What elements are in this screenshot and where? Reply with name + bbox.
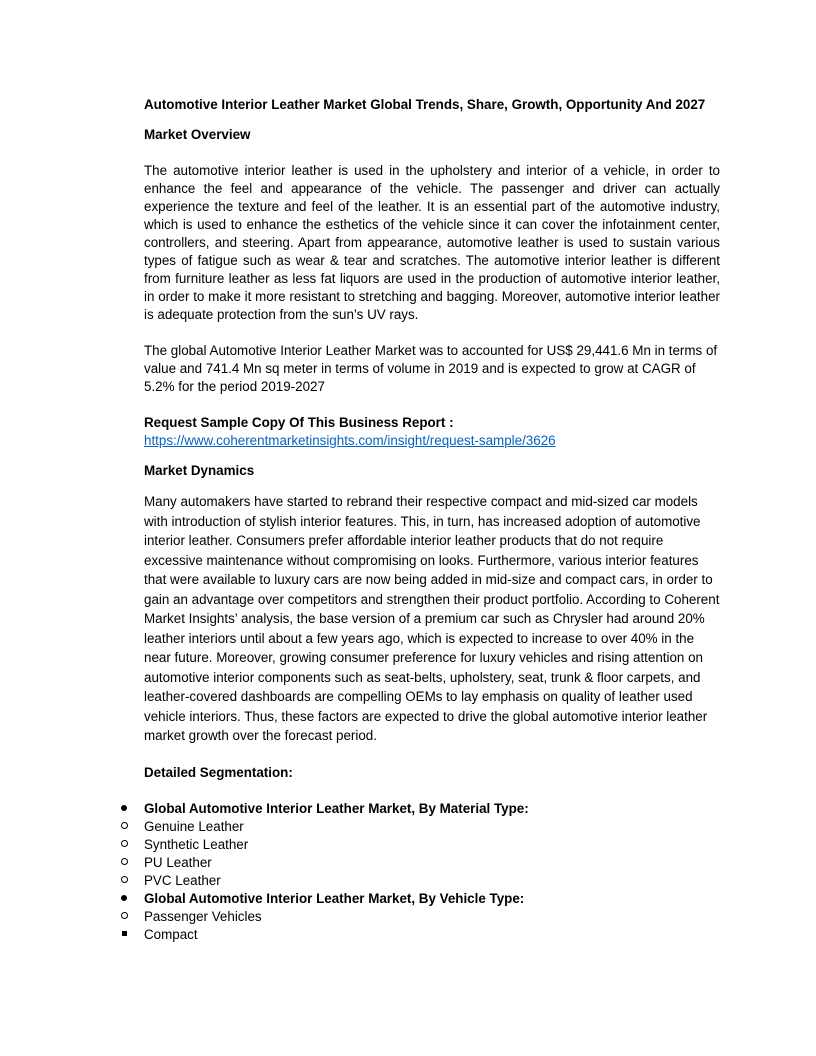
overview-paragraph-2: The global Automotive Interior Leather Market was to accounted for US$ 29,441.6 Mn in terms of value and 741.4 Mn sq meter in terms of volume in 2019 and is expected to grow at CAGR of 5.2% for the period 2019-2027 [144,343,718,394]
list-item [144,872,720,890]
list-item [144,818,720,836]
list-item [144,926,720,944]
segmentation-list [144,800,720,944]
detailed-segmentation-heading: Detailed Segmentation: [144,764,293,780]
list-item-text: Global Automotive Interior Leather Market, By Material Type: [144,800,529,816]
bullet-icon [117,890,131,908]
bullet-icon [117,800,131,818]
circle-bullet-icon [117,818,131,836]
page-title: Automotive Interior Leather Market Global Trends, Share, Growth, Opportunity And 2027 [144,97,706,112]
list-item-text: Global Automotive Interior Leather Market, By Vehicle Type: [144,890,525,906]
circle-bullet-icon [117,908,131,926]
square-bullet-icon [117,926,131,944]
list-item-text: Genuine Leather [144,818,244,834]
overview-paragraph-1: The automotive interior leather is used in the upholstery and interior of a vehicle, in order to enhance the feel and appearance of the vehicle. The passenger and driver can actually experience the texture and feel of the leather. It is an essential part of the automotive industry, which is used to enhance the esthetics of the vehicle since it can cover the infotainment center, controllers, and steering. Apart from appearance, automotive leather is used to sustain various types of fatigue such as wear & tear and scratches. The automotive interior leather is different from furniture leather as less fat liquors are used in the production of automotive interior leather, in order to make it more resistant to stretching and bagging. Moreover, automotive interior leather is adequate protection from the sun’s UV rays. [144,163,720,322]
list-item [144,836,720,854]
list-item-text: PU Leather [144,854,212,870]
request-sample-label: Request Sample Copy Of This Business Report : [144,415,454,430]
list-item-text: Compact [144,926,198,942]
market-dynamics-paragraph: Many automakers have started to rebrand their respective compact and mid-sized car models with introduction of stylish interior features. This, in turn, has increased adoption of automotive interior leather. Consumers prefer affordable interior leather products that do not require excessive maintenance without compromising on looks. Furthermore, various interior features that were available to luxury cars are now being added in mid-size and compact cars, in order to gain an advantage over competitors and strengthen their product portfolio. According to Coherent Market Insights’ analysis, the base version of a premium car such as Chrysler had around 20% leather interiors until about a few years ago, which is expected to increase to over 40% in the near future. Moreover, growing consumer preference for luxury vehicles and rising attention on automotive interior components such as seat-belts, upholstery, seat, trunk & floor carpets, and leather-covered dashboards are compelling OEMs to lay emphasis on quality of leather used vehicle interiors. Thus, these factors are expected to drive the global automotive interior leather market growth over the forecast period. [144,494,720,743]
list-item-text: Passenger Vehicles [144,908,262,924]
circle-bullet-icon [117,872,131,890]
list-item [144,854,720,872]
list-item [144,908,720,926]
circle-bullet-icon [117,854,131,872]
circle-bullet-icon [117,836,131,854]
market-overview-heading: Market Overview [144,127,251,142]
market-dynamics-heading: Market Dynamics [144,463,255,478]
list-item [144,800,720,818]
list-item-text: PVC Leather [144,872,221,888]
list-item [144,890,720,908]
document-page [144,96,720,944]
list-item-text: Synthetic Leather [144,836,249,852]
request-sample-link[interactable]: https://www.coherentmarketinsights.com/insight/request-sample/3626 [144,433,556,448]
